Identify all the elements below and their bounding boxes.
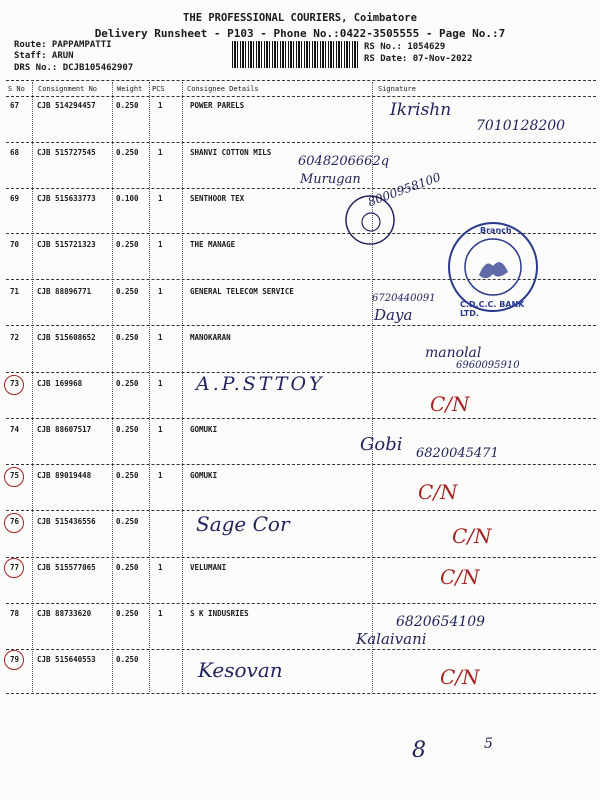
row-consignment: CJB 515721323 <box>37 240 96 249</box>
row-sno: 74 <box>10 425 20 434</box>
handwritten-phone: 6820045471 <box>416 446 499 461</box>
stamp-text: C.D.C.C. BANK LTD. <box>460 300 525 318</box>
row-pcs: 1 <box>158 471 163 480</box>
handwritten-phone: 6820654109 <box>396 614 486 630</box>
handwritten-cn-mark: C/N <box>430 392 470 416</box>
row-consignee: GOMUKI <box>190 425 218 434</box>
handwritten-cn-mark: C/N <box>440 665 480 689</box>
red-circle-mark <box>4 375 24 395</box>
row-pcs: 1 <box>158 148 163 157</box>
staff-label: Staff: ARUN <box>14 51 74 61</box>
row-sno: 77 <box>10 563 20 572</box>
row-consignment: CJB 515577065 <box>37 563 96 572</box>
row-pcs: 1 <box>158 287 163 296</box>
row-sno: 70 <box>10 240 20 249</box>
handwritten-signature: Ikrishn <box>390 100 452 120</box>
row-consignment: CJB 515436556 <box>37 517 96 526</box>
row-weight: 0.250 <box>116 240 139 249</box>
col-signature: Signature <box>378 85 416 93</box>
barcode <box>232 41 358 68</box>
stamp-branch-text: Branch <box>480 226 512 235</box>
red-circle-mark <box>4 650 24 670</box>
row-weight: 0.250 <box>116 563 139 572</box>
row-consignee: THE MANAGE <box>190 240 236 249</box>
row-weight: 0.250 <box>116 471 139 480</box>
row-consignee: GENERAL TELECOM SERVICE <box>190 287 294 296</box>
row-separator <box>6 603 596 604</box>
row-sno: 75 <box>10 471 20 480</box>
row-weight: 0.100 <box>116 194 139 203</box>
handwritten-cn-mark: C/N <box>452 524 492 548</box>
row-pcs: 1 <box>158 563 163 572</box>
drs-number: DRS No.: DCJB105462907 <box>14 63 134 73</box>
row-consignment: CJB 169968 <box>37 379 83 388</box>
col-sno: S No <box>8 85 25 93</box>
row-consignment: CJB 515640553 <box>37 655 96 664</box>
row-sno: 68 <box>10 148 20 157</box>
row-sno: 72 <box>10 333 20 342</box>
row-pcs: 1 <box>158 101 163 110</box>
col-consignee: Consignee Details <box>187 85 259 93</box>
handwritten-signature: Gobi <box>360 434 403 455</box>
row-weight: 0.250 <box>116 287 139 296</box>
red-circle-mark <box>4 467 24 487</box>
row-consignee: MANOKARAN <box>190 333 231 342</box>
row-weight: 0.250 <box>116 101 139 110</box>
row-separator <box>6 142 596 143</box>
handwritten-signature: manolal <box>425 345 482 361</box>
row-sno: 71 <box>10 287 20 296</box>
handwritten-signature: Kesovan <box>198 658 283 682</box>
handwritten-signature: Daya <box>374 306 413 324</box>
row-consignment: CJB 515633773 <box>37 194 96 203</box>
row-weight: 0.250 <box>116 333 139 342</box>
handwritten-total: 8 <box>412 738 426 763</box>
row-pcs: 1 <box>158 379 163 388</box>
row-consignment: CJB 88896771 <box>37 287 92 296</box>
row-separator <box>6 418 596 419</box>
row-consignee: GOMUKI <box>190 471 218 480</box>
table-row <box>0 655 600 701</box>
row-pcs: 1 <box>158 333 163 342</box>
row-weight: 0.250 <box>116 425 139 434</box>
header-bottom-rule <box>6 96 596 97</box>
red-circle-mark <box>4 513 24 533</box>
handwritten-phone: 8000958100 <box>366 169 443 210</box>
row-consignment: CJB 89019448 <box>37 471 92 480</box>
row-consignment: CJB 88607517 <box>37 425 92 434</box>
row-pcs: 1 <box>158 425 163 434</box>
row-consignment: CJB 515727545 <box>37 148 96 157</box>
row-consignment: CJB 515608652 <box>37 333 96 342</box>
row-consignee: VELUMANI <box>190 563 227 572</box>
row-weight: 0.250 <box>116 609 139 618</box>
handwritten-phone: 7010128200 <box>476 118 566 134</box>
bank-stamp <box>446 220 540 318</box>
handwritten-phone: 6048206662q <box>298 154 390 169</box>
row-pcs: 1 <box>158 194 163 203</box>
handwritten-signature: Kalaivani <box>356 630 427 648</box>
col-consignment: Consignment No <box>38 85 98 93</box>
handwritten-cn-mark: C/N <box>440 565 480 589</box>
route-label: Route: PAPPAMPATTI <box>14 40 112 50</box>
table-top-rule <box>6 80 596 81</box>
row-separator <box>6 510 596 511</box>
row-sno: 69 <box>10 194 20 203</box>
red-circle-mark <box>4 558 24 578</box>
handwritten-total: 5 <box>484 736 493 752</box>
row-consignee: SENTHOOR TEX <box>190 194 245 203</box>
col-weight: Weight <box>117 85 143 93</box>
row-sno: 79 <box>10 655 20 664</box>
rs-number: RS No.: 1054629 <box>364 42 446 52</box>
row-separator <box>6 693 596 694</box>
handwritten-phone: 6720440091 <box>372 293 436 304</box>
row-weight: 0.250 <box>116 148 139 157</box>
row-separator <box>6 188 596 189</box>
hand-drawn-loop <box>340 190 400 250</box>
row-consignment: CJB 514294457 <box>37 101 96 110</box>
col-pcs: PCS <box>152 85 165 93</box>
row-separator <box>6 557 596 558</box>
row-consignee: S K INDUSRIES <box>190 609 249 618</box>
row-weight: 0.250 <box>116 655 139 664</box>
company-title: THE PROFESSIONAL COURIERS, Coimbatore <box>183 12 417 24</box>
row-consignment: CJB 88733620 <box>37 609 92 618</box>
handwritten-signature: Murugan <box>300 172 361 187</box>
row-separator <box>6 325 596 326</box>
row-separator <box>6 649 596 650</box>
row-sno: 67 <box>10 101 20 110</box>
handwritten-phone: 6960095910 <box>456 360 520 371</box>
row-consignee: SHANVI COTTON MILS <box>190 148 272 157</box>
rs-date: RS Date: 07-Nov-2022 <box>364 54 473 64</box>
row-weight: 0.250 <box>116 517 139 526</box>
row-sno: 76 <box>10 517 20 526</box>
row-sno: 73 <box>10 379 20 388</box>
row-separator <box>6 464 596 465</box>
row-consignee: POWER PARELS <box>190 101 245 110</box>
row-pcs: 1 <box>158 240 163 249</box>
handwritten-signature: A.P.STTOY <box>196 373 325 395</box>
handwritten-cn-mark: C/N <box>418 480 458 504</box>
handwritten-signature: Sage Cor <box>196 512 290 536</box>
row-weight: 0.250 <box>116 379 139 388</box>
runsheet-subtitle: Delivery Runsheet - P103 - Phone No.:0422-3505555 - Page No.:7 <box>94 27 506 40</box>
row-sno: 78 <box>10 609 20 618</box>
row-pcs: 1 <box>158 609 163 618</box>
